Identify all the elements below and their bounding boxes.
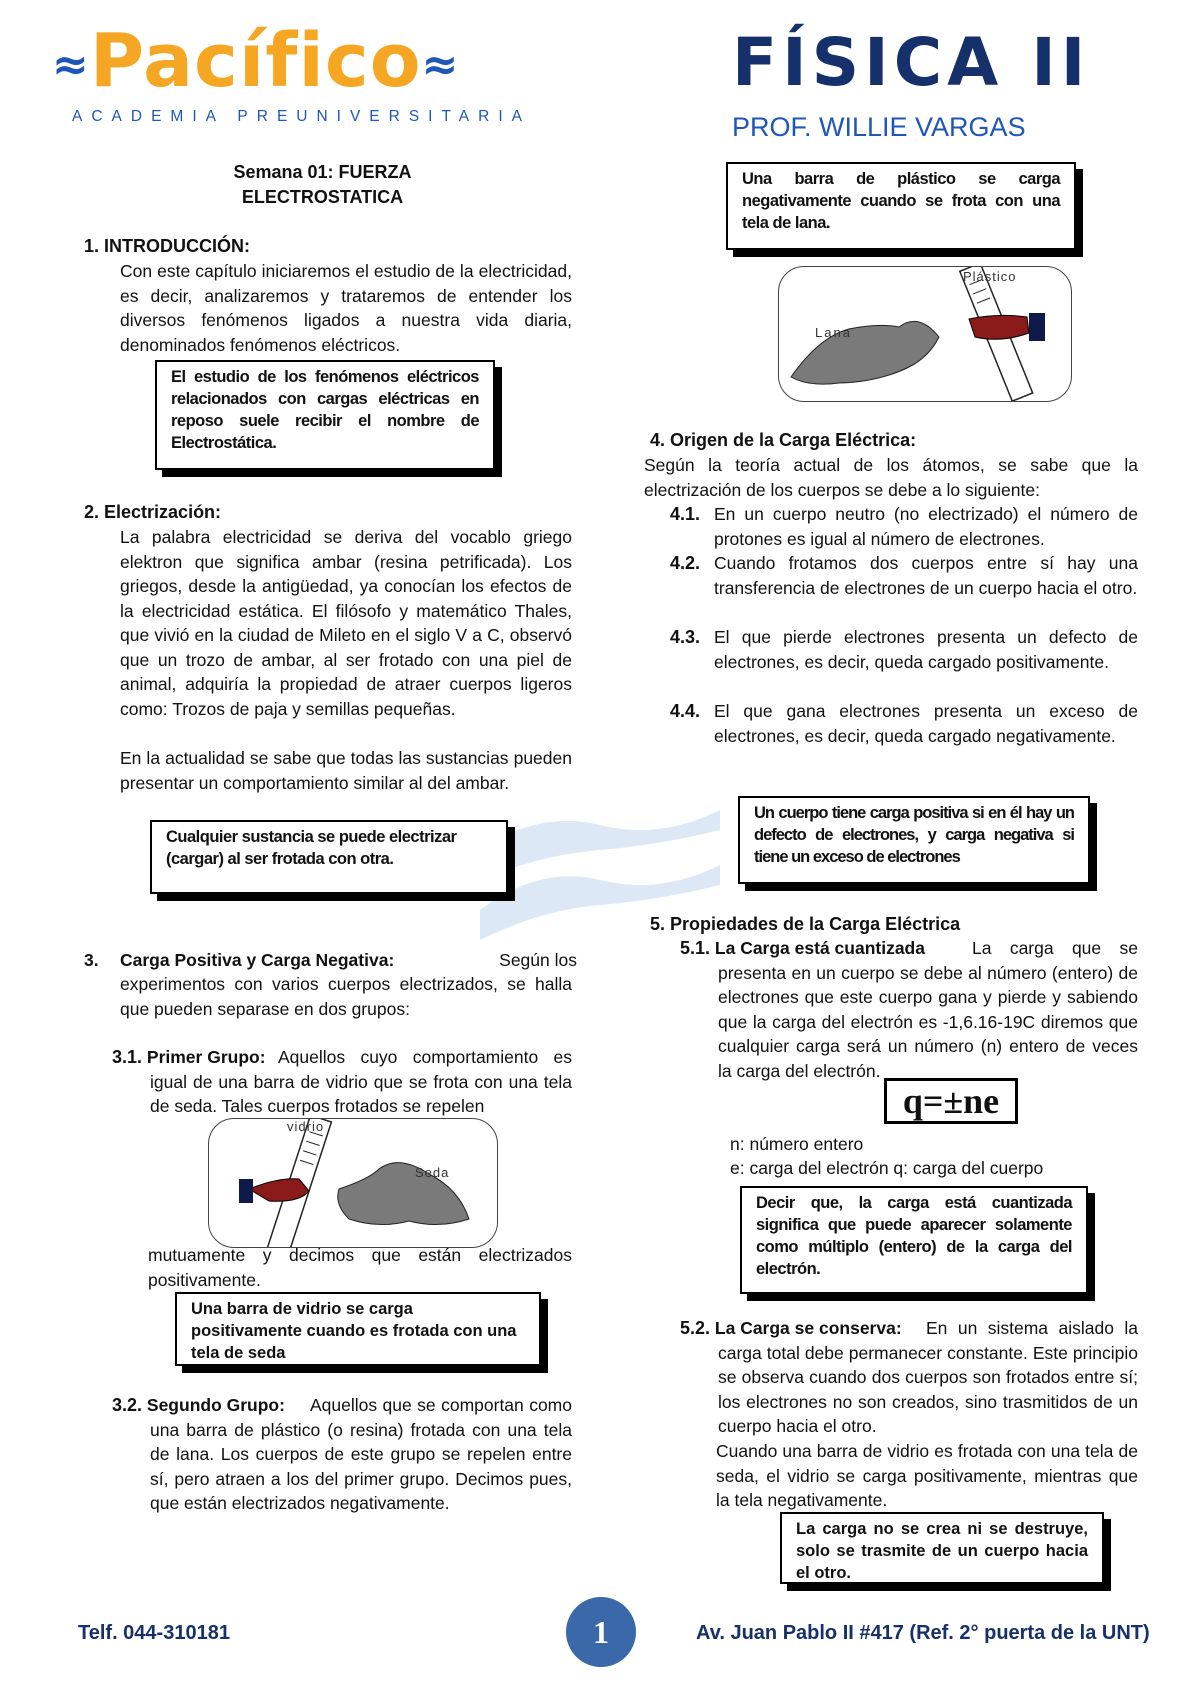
section-4-box: Un cuerpo tiene carga positiva si en él hay un defecto de electrones, y carga negativa si tiene un exceso de electrones <box>738 796 1090 884</box>
section-4-body: Según la teoría actual de los átomos, se sabe que la electrización de los cuerpos se debe a lo siguiente: <box>644 455 1138 500</box>
property-2-box: La carga no se crea ni se destruye, solo se trasmite de un cuerpo hacia el otro. <box>780 1512 1104 1584</box>
week-title-line1: Semana 01: FUERZA <box>233 162 412 182</box>
item-4-3-text: El que pierde electrones presenta un defecto de electrones, es decir, queda cargado positivamente. <box>714 627 1138 672</box>
plastic-box: Una barra de plástico se carga negativamente cuando se frota con una tela de lana. <box>726 162 1076 250</box>
item-4-2-text: Cuando frotamos dos cuerpos entre sí hay una transferencia de electrones de un cuerpo hacia el otro. <box>714 553 1138 598</box>
item-4-4-text: El que gana electrones presenta un exceso de electrones, es decir, queda cargado negativamente. <box>714 701 1138 746</box>
item-4-2-num: 4.2. <box>670 553 701 573</box>
property-1-box: Decir que, la carga está cuantizada significa que puede aparecer solamente como múltiplo (entero) de la carga del electrón. <box>740 1186 1088 1294</box>
label-lana: Lana <box>815 325 852 340</box>
property-2-title: La Carga se conserva: <box>714 1318 902 1338</box>
logo-subtitle: ACADEMIA PREUNIVERSITARIA <box>72 108 531 125</box>
section-3-num: 3. <box>84 950 99 970</box>
section-2-body: La palabra electricidad se deriva del vocablo griego elektron que significa ambar (resina petrificada). Los griegos, desde la antigüedad, ya conocían los efectos de la electricidad estática. El filósofo y matemático Thales, que vivió en la ciudad de Mileto en el siglo V a C, observó que un trozo de ambar, al ser frotado con una piel de animal, adquiría la propiedad de atraer cuerpos ligeros como: Trozos de paja y semillas pequeñas. <box>120 527 572 719</box>
logo-wave-left: ≈ <box>52 39 90 91</box>
label-vidrio: vidrio <box>287 1119 325 1134</box>
footer-phone: Telf. 044-310181 <box>78 1622 230 1644</box>
section-3-heading-tail: Según los <box>499 950 577 970</box>
label-plastico: Plástico <box>963 269 1017 284</box>
item-4-1-text: En un cuerpo neutro (no electrizado) el número de protones es igual al número de electrones. <box>714 504 1138 549</box>
item-4-4-num: 4.4. <box>670 701 701 721</box>
professor-name: PROF. WILLIE VARGAS <box>732 112 1026 142</box>
legend-e-q: e: carga del electrón q: carga del cuerpo <box>730 1158 1044 1178</box>
item-4-1-num: 4.1. <box>670 504 701 524</box>
figure-plastic-wool <box>778 266 1072 402</box>
group-2-body: Aquellos que se comportan como una barra de plástico (o resina) frotada con una tela de lana. Los cuerpos de este grupo se repelen entre sí, pero atraen a los del primer grupo. Decimos pues, que están electrizados negativamente. <box>150 1395 572 1513</box>
section-1-box: El estudio de los fenómenos eléctricos relacionados con cargas eléctricas en reposo suele recibir el nombre de Electrostática. <box>155 360 495 470</box>
property-2-num: 5.2. <box>680 1318 711 1338</box>
group-2-num: 3.2. <box>112 1395 143 1415</box>
section-5-heading: 5. Propiedades de la Carga Eléctrica <box>650 914 961 934</box>
legend-n: n: número entero <box>730 1134 864 1154</box>
property-2-body: En un sistema aislado la carga total debe permanecer constante. Este principio se observa cuando dos cuerpos son frotados entre sí; los electrones no son creados, sino trasmitidos de un cuerpo hacia el otro. <box>718 1318 1138 1436</box>
item-4-3-num: 4.3. <box>670 627 701 647</box>
figure-glass-silk <box>208 1118 498 1248</box>
section-2-body2: En la actualidad se sabe que todas las sustancias pueden presentar un comportamiento similar al del ambar. <box>120 748 572 793</box>
label-seda: Seda <box>415 1165 450 1180</box>
section-2-box: Cualquier sustancia se puede electrizar (cargar) al ser frotada con otra. <box>150 820 508 894</box>
section-3-body: experimentos con varios cuerpos electrizados, se halla que pueden separase en dos grupos: <box>120 974 572 1019</box>
section-1-heading: 1. INTRODUCCIÓN: <box>84 236 250 256</box>
footer-address: Av. Juan Pablo II #417 (Ref. 2° puerta de la UNT) <box>696 1622 1150 1644</box>
section-3-heading: Carga Positiva y Carga Negativa: <box>120 950 395 970</box>
group-1-body: Aquellos cuyo comportamiento es igual de una barra de vidrio que se frota con una tela de seda. Tales cuerpos frotados se repelen <box>150 1047 572 1116</box>
logo-wave-right: ≈ <box>421 39 460 91</box>
page-number: 1 <box>566 1597 636 1667</box>
section-4-heading: 4. Origen de la Carga Eléctrica: <box>650 430 917 450</box>
group-1-title: Primer Grupo: <box>146 1047 266 1067</box>
group-1-body2: mutuamente y decimos que están electrizados positivamente. <box>148 1245 572 1290</box>
section-4-item-2 <box>670 551 1138 600</box>
property-2-body2: Cuando una barra de vidrio es frotada con una tela de seda, el vidrio se carga positivamente, mientras que la tela negativamente. <box>716 1441 1138 1510</box>
section-2-heading: 2. Electrización: <box>84 502 222 522</box>
week-title <box>120 160 525 209</box>
glass-silk-illustration <box>209 1119 497 1247</box>
property-1-body: La carga que se presenta en un cuerpo se debe al número (entero) de electrones que este cuerpo gana y pierde y sabiendo que la carga del electrón es -1,6.16-19C diremos que cualquier carga será un número (n) entero de veces la carga del electrón. <box>718 938 1138 1081</box>
logo-name: Pacífico <box>89 18 422 104</box>
group-2-title: Segundo Grupo: <box>146 1395 285 1415</box>
section-4-item-3 <box>670 625 1138 674</box>
group-1-num: 3.1. <box>112 1047 143 1067</box>
week-title-line2: ELECTROSTATICA <box>241 186 404 207</box>
section-4-item-1 <box>670 502 1138 551</box>
section-4-item-4 <box>670 699 1138 748</box>
course-title: FÍSICA II <box>732 24 1091 101</box>
group-1-box: Una barra de vidrio se carga positivamente cuando es frotada con una tela de seda <box>175 1292 541 1366</box>
charge-formula: q=±ne <box>884 1078 1018 1124</box>
section-1-body: Con este capítulo iniciaremos el estudio de la electricidad, es decir, analizaremos y trataremos de entender los diversos fenómenos ligados a nuestra vida diaria, denominados fenómenos eléctricos. <box>120 261 572 355</box>
property-1-title: La Carga está cuantizada <box>714 938 925 958</box>
academy-logo <box>52 18 460 104</box>
property-1-num: 5.1. <box>680 938 711 958</box>
